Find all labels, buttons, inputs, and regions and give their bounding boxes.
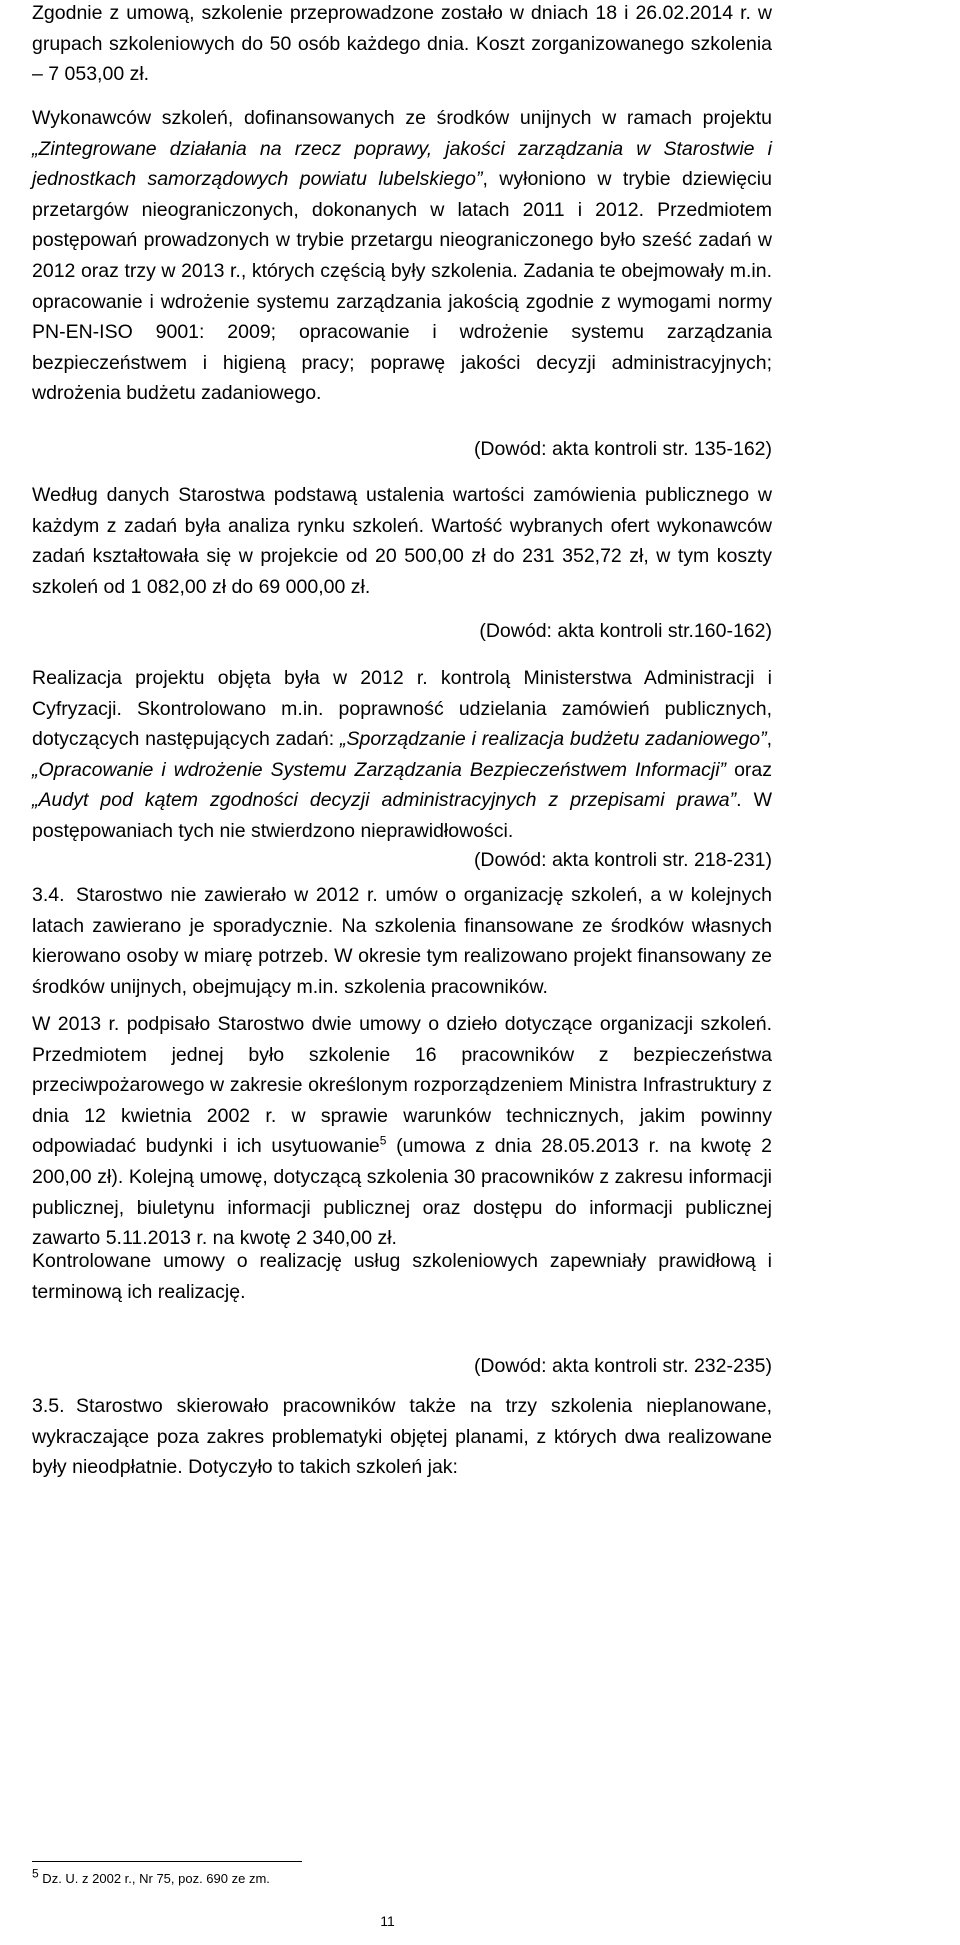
project-title: „Zintegrowane działania na rzecz poprawy, jakości zarządzania w Starostwie i jednostkach samorządowych powiatu lubelskiego” (32, 137, 772, 191)
task-title: „Sporządzanie i realizacja budżetu zadaniowego” (340, 728, 767, 751)
section-text: Starostwo nie zawierało w 2012 r. umów o organizację szkoleń, a w kolejnych latach zawierano je sporadycznie. Na szkolenia finansowane ze środków własnych kierowano osoby w miarę potrzeb. W okresie tym realizowano projekt finansowany ze środków unijnych, obejmujący m.in. szkolenia pracowników. (32, 884, 772, 998)
footnote-separator (32, 1861, 302, 1862)
paragraph-contract-value: Według danych Starostwa podstawą ustalenia wartości zamówienia publicznego w każdym z zadań była analiza rynku szkoleń. Wartość wybranych ofert wykonawców zadań kształtowała się w projekcie od 20 500,00 zł do 231 352,72 zł, w tym koszty szkoleń od 1 082,00 zł do 69 000,00 zł. (32, 484, 772, 598)
text: Realizacja projektu objęta była w 2012 r. kontrolą Ministerstwa Administracji i Cyfryzacji. Skontrolowano m.in. poprawność udzielania zamówień publicznych, dotyczących następujących zadań: (32, 667, 772, 751)
evidence-reference: (Dowód: akta kontroli str. 218-231) (473, 849, 772, 871)
text: Wykonawców szkoleń, dofinansowanych ze środków unijnych w ramach projektu (32, 107, 772, 129)
text: oraz (726, 758, 772, 781)
section-number: 3.5. (32, 1395, 65, 1417)
section-3-5 (32, 1391, 772, 1483)
paragraph-project-contractors (32, 103, 772, 409)
section-number: 3.4. (32, 884, 65, 906)
text: (umowa z dnia 28.05.2013 r. na kwotę 2 200,00 zł). Kolejną umowę, dotyczącą szkolenia 30 pracowników z zakresu informacji publicznej, biuletynu informacji publicznej oraz dostępu do informacji publicznej zawarto 5.11.2013 r. na kwotę 2 340,00 zł. (32, 1135, 772, 1250)
section-text: Starostwo skierowało pracowników także na trzy szkolenia nieplanowane, wykraczające poza zakres problematyki objętej planami, z których dwa realizowane były nieodpłatnie. Dotyczyło to takich szkoleń jak: (32, 1395, 772, 1479)
text: , (766, 728, 772, 751)
paragraph-work-contracts (32, 1009, 772, 1254)
evidence-reference: (Dowód: akta kontroli str. 135-162) (473, 438, 772, 460)
footnote-number: 5 (32, 1866, 39, 1881)
task-title: „Audyt pod kątem zgodności decyzji administracyjnych z przepisami prawa” (32, 789, 737, 812)
footnote-marker: 5 (379, 1133, 387, 1148)
text: W 2013 r. podpisało Starostwo dwie umowy o dzieło dotyczące organizacji szkoleń. Przedmiotem jednej było szkolenie 16 pracowników z bezpieczeństwa przeciwpożarowego w zakresie określonym rozporządzeniem Ministra Infrastruktury z dnia 12 kwietnia 2002 r. w sprawie warunków technicznych, jakim powinny odpowiadać budynki i ich usytuowanie (32, 1013, 772, 1158)
page-number: 11 (380, 1913, 395, 1929)
paragraph-ministry-control (32, 663, 772, 847)
paragraph-contract-compliance: Kontrolowane umowy o realizację usług szkoleniowych zapewniały prawidłową i terminową ich realizację. (32, 1250, 772, 1303)
footnote-text: Dz. U. z 2002 r., Nr 75, poz. 690 ze zm. (38, 1871, 270, 1886)
section-3-4 (32, 880, 772, 1002)
text: . W postępowaniach tych nie stwierdzono nieprawidłowości. (32, 789, 772, 842)
footnote (32, 1866, 270, 1888)
task-title: „Opracowanie i wdrożenie Systemu Zarządzania Bezpieczeństwem Informacji” (32, 758, 727, 781)
evidence-reference: (Dowód: akta kontroli str.160-162) (479, 620, 772, 642)
paragraph-training-agreement: Zgodnie z umową, szkolenie przeprowadzone zostało w dniach 18 i 26.02.2014 r. w grupach szkoleniowych do 50 osób każdego dnia. Koszt zorganizowanego szkolenia – 7 053,00 zł. (32, 2, 772, 86)
evidence-reference: (Dowód: akta kontroli str. 232-235) (473, 1355, 772, 1377)
text: , wyłoniono w trybie dziewięciu przetargów nieograniczonych, dokonanych w latach 2011 i 2012. Przedmiotem postępowań prowadzonych w trybie przetargu nieograniczonego było sześć zadań w 2012 oraz trzy w 2013 r., których częścią były szkolenia. Zadania te obejmowały m.in. opracowanie i wdrożenie systemu zarządzania jakością zgodnie z wymogami normy PN-EN-ISO 9001: 2009; opracowanie i wdrożenie systemu zarządzania bezpieczeństwem i higieną pracy; poprawę jakości decyzji administracyjnych; wdrożenia budżetu zadaniowego. (32, 168, 772, 405)
